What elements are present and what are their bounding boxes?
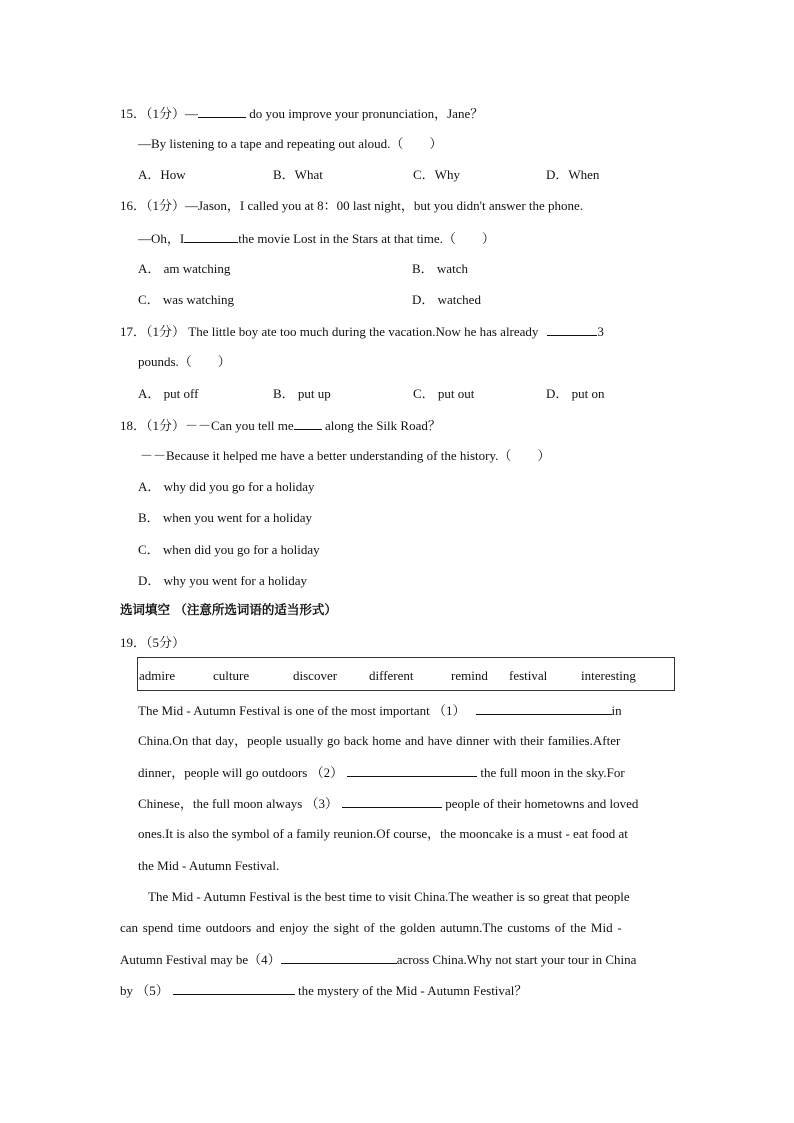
- passage-text: the full moon in the sky.For: [477, 765, 625, 780]
- q18-option-a[interactable]: A． why did you go for a holiday: [138, 479, 315, 494]
- passage-line: [138, 796, 638, 810]
- q18-stem: along the Silk Road？: [321, 418, 441, 433]
- passage-line: [138, 703, 622, 717]
- passage-line: [138, 765, 625, 779]
- q15-answer-line: —By listening to a tape and repeating out aloud.（ ）: [138, 136, 443, 151]
- q15-option-b[interactable]: B．What: [273, 167, 323, 182]
- q18-option-b[interactable]: B． when you went for a holiday: [138, 510, 313, 525]
- passage-line: The Mid - Autumn Festival is the best time to visit China.The weather is so great that people: [148, 889, 630, 904]
- q18-stem-line: [120, 418, 441, 432]
- q16-option-d[interactable]: D． watched: [412, 292, 481, 307]
- q16-answer-end: the movie Lost in the Stars at that time.（ ）: [238, 231, 495, 246]
- q17-option-b[interactable]: B． put up: [273, 386, 331, 401]
- q17-option-c[interactable]: C． put out: [413, 386, 475, 401]
- passage-line: the Mid - Autumn Festival.: [138, 858, 280, 873]
- q18-blank[interactable]: [294, 418, 322, 430]
- q18-option-c[interactable]: C． when did you go for a holiday: [138, 542, 320, 557]
- q17-head: 17．（1分） The little boy ate too much during the vacation.Now he has already: [120, 324, 539, 339]
- word-bank-item: admire: [139, 668, 176, 683]
- passage-text: dinner，people will go outdoors （2）: [138, 765, 344, 780]
- passage-line: [120, 952, 636, 966]
- q16-answer-line: [138, 231, 495, 245]
- passage-line: ones.It is also the symbol of a family reunion.Of course，the mooncake is a must - eat food at: [138, 826, 628, 841]
- q18-option-d[interactable]: D． why you went for a holiday: [138, 573, 307, 588]
- word-bank-item: interesting: [581, 668, 636, 683]
- passage-text: in: [611, 703, 622, 718]
- word-bank-item: culture: [213, 668, 250, 683]
- passage-text: by （5）: [120, 983, 169, 998]
- blank-2[interactable]: [347, 765, 477, 777]
- q16-stem-line: 16．（1分）—Jason，I called you at 8：00 last night，but you didn't answer the phone.: [120, 198, 584, 213]
- q15-option-a[interactable]: A．How: [138, 167, 186, 182]
- q18-head: 18．（1分）－－Can you tell me: [120, 418, 294, 433]
- q15-option-c[interactable]: C．Why: [413, 167, 460, 182]
- q17-blank[interactable]: [547, 324, 597, 336]
- q16-option-a[interactable]: A． am watching: [138, 261, 231, 276]
- word-bank-item: remind: [451, 668, 488, 683]
- passage-text: across China.Why not start your tour in China: [396, 952, 637, 967]
- q16-blank[interactable]: [184, 231, 238, 243]
- word-bank-item: discover: [293, 668, 338, 683]
- word-bank-item: different: [369, 668, 414, 683]
- passage-line: China.On that day，people usually go back home and have dinner with their families.After: [138, 733, 621, 748]
- q17-stem-line-2: pounds.（ ）: [138, 354, 231, 369]
- q15-stem-line: [120, 106, 483, 120]
- q15-option-d[interactable]: D．When: [546, 167, 600, 182]
- passage-text: the mystery of the Mid - Autumn Festival？: [294, 983, 528, 998]
- q17-option-a[interactable]: A． put off: [138, 386, 199, 401]
- q16-option-b[interactable]: B． watch: [412, 261, 468, 276]
- blank-3[interactable]: [342, 796, 442, 808]
- passage-text: Autumn Festival may be（4）: [120, 952, 281, 967]
- q15-head: 15．（1分）—: [120, 106, 199, 121]
- q15-stem: do you improve your pronunciation，Jane？: [246, 106, 484, 121]
- q16-answer-start: —Oh，I: [138, 231, 185, 246]
- passage-text: The Mid - Autumn Festival is one of the most important （1）: [138, 703, 466, 718]
- blank-4[interactable]: [281, 952, 397, 964]
- passage-text: Chinese，the full moon always （3）: [138, 796, 339, 811]
- q17-stem-line: [120, 324, 604, 338]
- passage-line: [120, 983, 527, 997]
- passage-text: people of their hometowns and loved: [442, 796, 639, 811]
- q17-option-d[interactable]: D． put on: [546, 386, 605, 401]
- q19-head: 19．（5分）: [120, 635, 186, 650]
- blank-1[interactable]: [476, 703, 612, 715]
- q17-tail: 3: [597, 324, 604, 339]
- passage-line: can spend time outdoors and enjoy the sight of the golden autumn.The customs of the Mid -: [120, 920, 622, 935]
- blank-5[interactable]: [173, 983, 295, 995]
- q16-option-c[interactable]: C． was watching: [138, 292, 235, 307]
- section-title: 选词填空 （注意所选词语的适当形式）: [120, 602, 337, 617]
- q15-blank[interactable]: [198, 106, 246, 118]
- word-bank-item: festival: [509, 668, 548, 683]
- word-bank: [137, 657, 675, 691]
- q18-answer-line: －－Because it helped me have a better understanding of the history.（ ）: [140, 448, 551, 463]
